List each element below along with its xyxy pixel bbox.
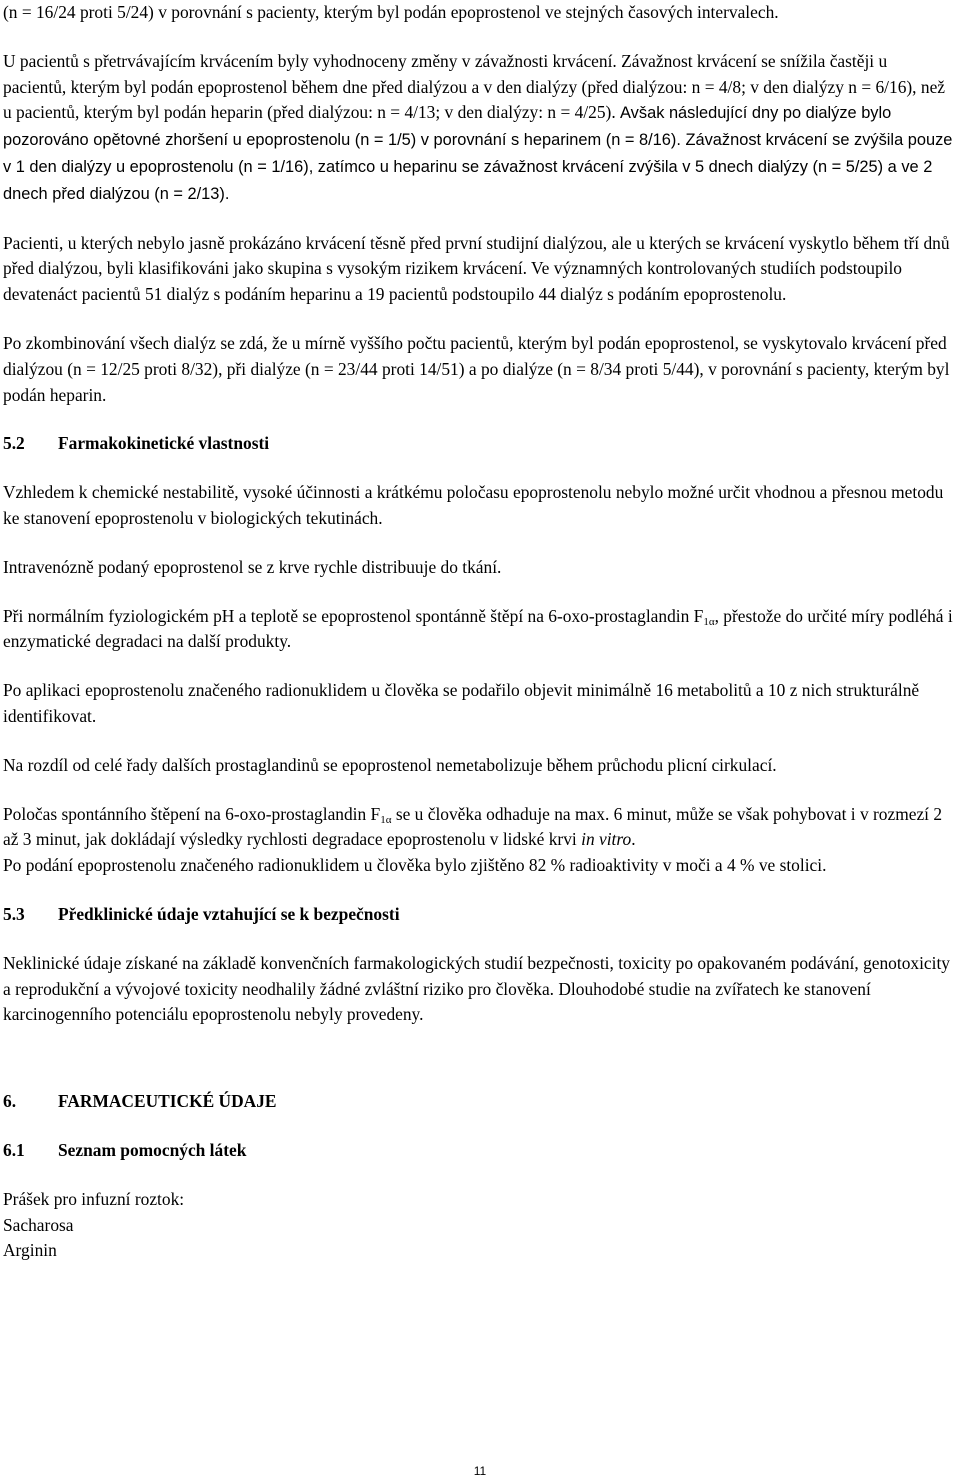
section-heading-6-1 (3, 1138, 954, 1164)
paragraph-bleeding-severity-part-a: U pacientů s přetrvávajícím krvácením byly vyhodnoceny změny v závažnosti krvácení. Závažnost krvácení se snížila častěji u pacientů, kterým byl podán epoprostenol během dne před dialýzou a v den dialýzy (před dialýzou: n = 4/8; v den dialýzy n = 6/16), než u pacientů, kterým byl podán heparin (před dialýzou: n = 4/13; v den dialýzy: n = 4/25). (3, 50, 946, 123)
excipient-item: Sacharosa (3, 1214, 74, 1235)
paragraph-pk-half-life-part-b: se u člověka odhaduje na max. 6 minut, může se však pohybovat i v rozmezí 2 až 3 minut, jak dokládají výsledky rychlosti degradace epoprostenolu v lidské krvi (3, 803, 943, 850)
paragraph-pk-pulmonary: Na rozdíl od celé řady dalších prostaglandinů se epoprostenol nemetabolizuje během průchodu plicní cirkulací. (3, 754, 777, 775)
section-number-6: 6. (3, 1091, 17, 1112)
subscript-1-alpha-2: 1α (380, 813, 392, 826)
section-number-5-3: 5.3 (3, 903, 25, 924)
section-number-6-1: 6.1 (3, 1139, 25, 1160)
page-number: 11 (473, 1464, 487, 1478)
section-title-6-1: Seznam pomocných látek (58, 1139, 247, 1160)
section-heading-5-3 (3, 902, 954, 928)
paragraph-bleeding-severity (3, 49, 954, 208)
paragraph-intro: (n = 16/24 proti 5/24) v porovnání s pacienty, kterým byl podán epoprostenol ve stejných časových intervalech. (3, 2, 779, 22)
paragraph-pk-hydrolysis-part-b: , přestože do určité míry podléhá i enzymatické degradaci na další produkty. (3, 605, 953, 652)
section-title-6: FARMACEUTICKÉ ÚDAJE (58, 1091, 277, 1112)
paragraph-pk-distribution: Intravenózně podaný epoprostenol se z krve rychle distribuuje do tkání. (3, 556, 502, 577)
section-heading-6 (3, 1089, 954, 1115)
paragraph-pk-hydrolysis-part-a: Při normálním fyziologickém pH a teplotě se epoprostenol spontánně štěpí na 6-oxo-prostaglandin F (3, 605, 704, 626)
paragraph-pk-metabolites: Po aplikaci epoprostenolu značeného radionuklidem u člověka se podařilo objevit minimálně 16 metabolitů a 10 z nich strukturálně identifikovat. (3, 680, 920, 726)
subscript-1-alpha: 1α (703, 615, 715, 628)
paragraph-pk-instability: Vzhledem k chemické nestabilitě, vysoké účinnosti a krátkému poločasu epoprostenolu nebylo možné určit vhodnou a přesnou metodu ke stanovení epoprostenolu v biologických tekutinách. (3, 482, 944, 528)
section-title-5-3: Předklinické údaje vztahující se k bezpečnosti (58, 903, 400, 924)
paragraph-pk-excretion: Po podání epoprostenolu značeného radionuklidem u člověka bylo zjištěno 82 % radioaktivity v moči a 4 % ve stolici. (3, 855, 827, 876)
in-vitro-italic: in vitro (581, 829, 632, 850)
excipients-block (3, 1187, 954, 1264)
excipient-item: Arginin (3, 1240, 57, 1261)
section-number-5-2: 5.2 (3, 433, 25, 454)
paragraph-combined-dialyses: Po zkombinování všech dialýz se zdá, že u mírně vyššího počtu pacientů, kterým byl podán epoprostenol, se vyskytovalo krvácení před dialýzou (n = 12/25 proti 8/32), při dialýze (n = 23/44 proti 14/51) a po dialýze (n = 8/34 proti 5/44), v porovnání s pacienty, kterým byl podán heparin. (3, 332, 950, 405)
paragraph-bleeding-severity-part-b: Avšak následující dny po dialýze bylo pozorováno opětovné zhoršení u epoprostenolu (n = 1/5) v porovnání s heparinem (n = 8/16). Závažnost krvácení se zvýšila pouze v 1 den dialýzy u epoprostenolu (n = 1/16), zatímco u heparinu se závažnost krvácení zvýšila v 5 dnech dialýzy (n = 5/25) a ve 2 dnech před dialýzou (n = 2/13). (3, 104, 953, 203)
paragraph-pk-half-life-part-a: Poločas spontánního štěpení na 6-oxo-prostaglandin F (3, 803, 381, 824)
paragraph-pk-half-life-end: . (631, 829, 636, 850)
paragraph-preclinical-safety: Neklinické údaje získané na základě konvenčních farmakologických studií bezpečnosti, toxicity po opakovaném podávání, genotoxicity a reprodukční a vývojové toxicity neodhalily žádné zvláštní riziko pro člověka. Dlouhodobé studie na zvířatech ke stanovení karcinogenního potenciálu epoprostenolu nebyly provedeny. (3, 952, 950, 1025)
paragraph-pk-hydrolysis (3, 604, 954, 656)
paragraph-high-risk-group: Pacienti, u kterých nebylo jasně prokázáno krvácení těsně před první studijní dialýzou, ale u kterých se krvácení vyskytlo během tří dnů před dialýzou, byli klasifikováni jako skupina s vysokým rizikem krvácení. Ve významných kontrolovaných studiích podstoupilo devatenáct pacientů 51 dialýz s podáním heparinu a 19 pacientů podstoupilo 44 dialýz s podáním epoprostenolu. (3, 232, 950, 305)
excipients-heading: Prášek pro infuzní roztok: (3, 1188, 185, 1209)
section-spacer (3, 1051, 954, 1089)
paragraph-pk-half-life (3, 802, 954, 854)
section-title-5-2: Farmakokinetické vlastnosti (58, 433, 270, 454)
section-heading-5-2 (3, 431, 954, 457)
